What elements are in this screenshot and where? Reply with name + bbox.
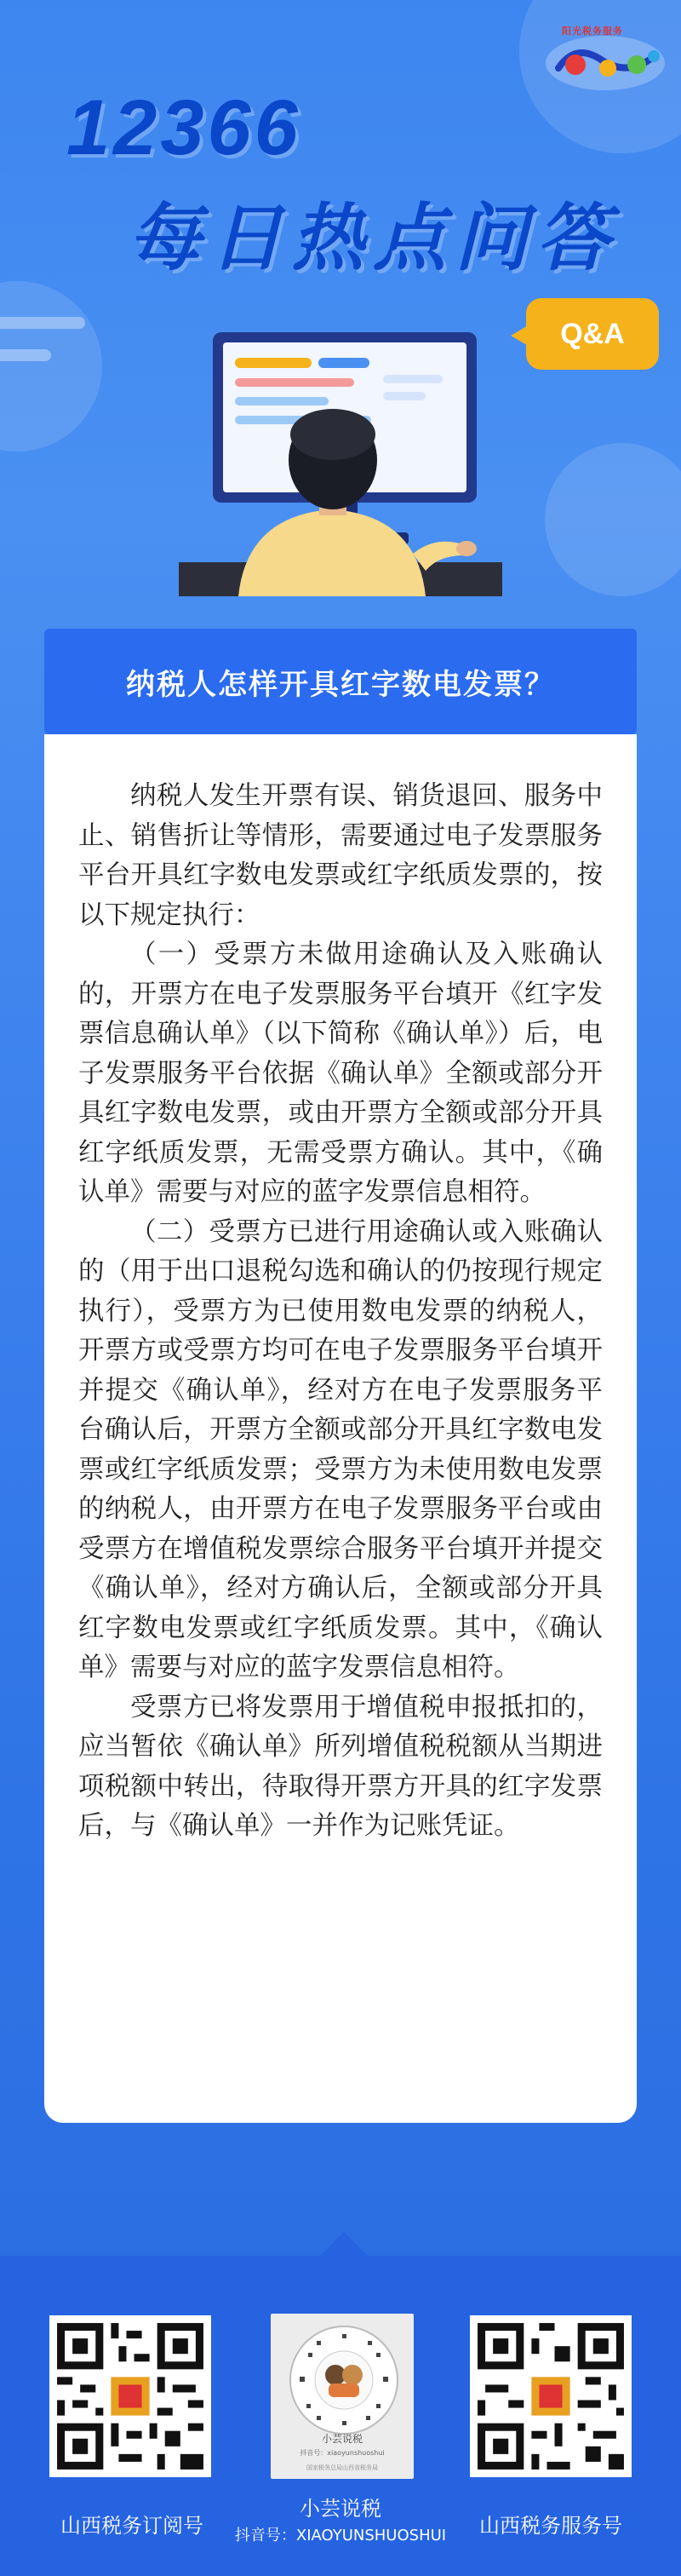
question-title: 纳税人怎样开具红字数电发票？ xyxy=(126,667,555,702)
douyin-code-icon xyxy=(289,2326,398,2435)
footer-notch xyxy=(318,2232,369,2257)
decor-dash xyxy=(0,317,85,329)
douyin-code-card[interactable] xyxy=(271,2314,414,2479)
answer-body xyxy=(78,777,603,1847)
douyin-account-id: 抖音号：XIAOYUNSHUOSHUI xyxy=(234,2527,447,2544)
qr-code-icon xyxy=(470,2315,632,2477)
answer-card xyxy=(44,734,637,2123)
subscription-account-label: 山西税务订阅号 xyxy=(60,2514,203,2538)
title-number: 12366 xyxy=(66,84,301,171)
decor-bubble xyxy=(545,443,681,596)
decor-dash xyxy=(0,349,51,361)
subscription-qr-code[interactable] xyxy=(49,2315,211,2477)
service-qr-code[interactable] xyxy=(470,2315,632,2477)
douyin-account-label: 小芸说税 xyxy=(300,2497,381,2521)
qr-code-icon xyxy=(49,2315,211,2477)
answer-paragraph: （一）受票方未做用途确认及入账确认的，开票方在电子发票服务平台填开《红字发票信息确认单》（以下简称《确认单》）后，电子发票服务平台依据《确认单》全额或部分开具红字数电发票，或由开票方全额或部分开具红字纸质发票，无需受票方确认。其中，《确认单》需要与对应的蓝字发票信息相符。 xyxy=(78,940,603,1207)
question-banner xyxy=(44,629,637,734)
logo-caption: 阳光税务服务 xyxy=(562,26,623,37)
douyin-card-name: 小芸说税 xyxy=(321,2433,363,2445)
answer-paragraph: 纳税人发生开票有误、销货退回、服务中止、销售折让等情形，需要通过电子发票服务平台开具红字数电发票或红字纸质发票的，按以下规定执行： xyxy=(78,781,603,930)
person-at-computer-illustration xyxy=(179,315,502,596)
service-account-label: 山西税务服务号 xyxy=(479,2514,622,2538)
page-title: 每日热点问答 xyxy=(128,196,618,281)
douyin-card-id: 抖音号：xiaoyunshuoshui xyxy=(300,2449,385,2457)
answer-paragraph: 受票方已将发票用于增值税申报抵扣的，应当暂依《确认单》所列增值税税额从当期进项税额中转出，待取得开票方开具的红字发票后，与《确认单》一并作为记账凭证。 xyxy=(78,1692,603,1841)
qa-badge: Q&A xyxy=(526,298,659,370)
answer-paragraph: （二）受票方已进行用途确认或入账确认的（用于出口退税勾选和确认的仍按现行规定执行），受票方为已使用数电发票的纳税人，开票方或受票方均可在电子发票服务平台填开并提交《确认单》，经对方在电子发票服务平台确认后，开票方全额或部分开具红字数电发票或红字纸质发票；受票方为未使用数电发票的纳税人，由开票方在电子发票服务平台或由受票方在增值税发票综合服务平台填开并提交《确认单》，经对方确认后，全额或部分开具红字数电发票或红字纸质发票。其中，《确认单》需要与对应的蓝字发票信息相符。 xyxy=(78,1216,603,1682)
douyin-card-company: 国家税务总局山西省税务局 xyxy=(306,2464,378,2471)
decor-bubble xyxy=(0,281,102,451)
